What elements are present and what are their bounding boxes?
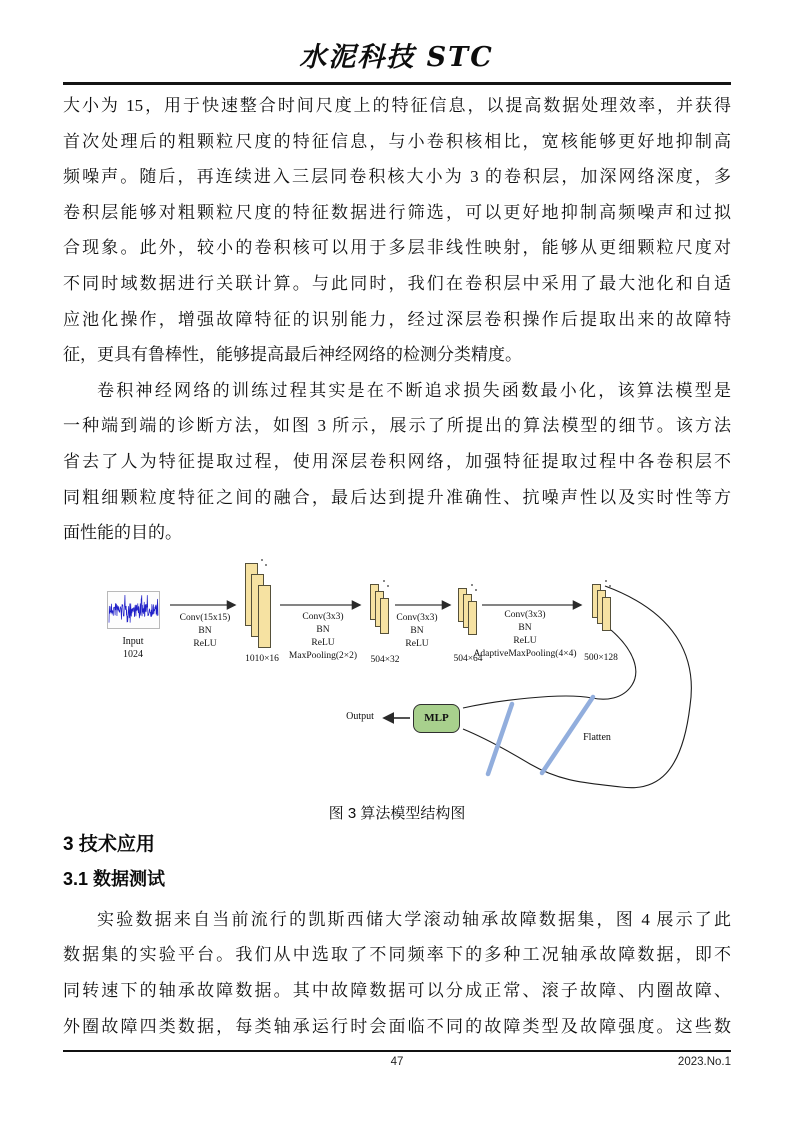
feature-size-label-2: 504×32 <box>370 654 400 665</box>
header-rule <box>63 82 731 85</box>
text-line: Conv(3x3) <box>504 609 546 620</box>
text-line: 省去了人为特征提取过程，使用深层卷积网络，加强特征提取过程中各卷积层不 <box>63 451 731 471</box>
page-footer <box>63 1050 731 1072</box>
section-heading: 3 技术应用 <box>63 833 155 855</box>
text-line: ReLU <box>311 637 335 648</box>
conv1-op-label <box>140 612 270 651</box>
output-label: Output <box>346 710 374 722</box>
text-line: ReLU <box>513 635 537 646</box>
text-line: Conv(3x3) <box>302 611 344 622</box>
text-line: 数据集的实验平台。我们从中选取了不同频率下的多种工况轴承故障数据，即不 <box>63 945 731 965</box>
text-line: 一种端到端的诊断方法，如图 3 所示，展示了所提出的算法模型的细节。该方法 <box>63 416 731 436</box>
text-line: 卷积层能够对粗颗粒尺度的特征数据进行筛选，可以更好地抑制高频噪声和过拟 <box>63 202 731 222</box>
text-line: 外圈故障四类数据，每类轴承运行时会面临不同的故障类型及故障强度。这些数 <box>63 1016 731 1036</box>
text-line: ReLU <box>405 638 429 649</box>
text-line: MaxPooling(2×2) <box>288 650 358 661</box>
text-line: ReLU <box>193 638 217 649</box>
figure-caption: 图 3 算法模型结构图 <box>328 804 466 822</box>
flatten-blue-line-1 <box>488 704 512 774</box>
text-line: 合现象。此外，较小的卷积核可以用于多层非线性映射，能够从更细颗粒尺度对 <box>63 238 731 258</box>
text-line: Conv(3x3) <box>396 612 438 623</box>
figure-algorithm-model <box>75 551 755 803</box>
subsection-heading: 3.1 数据测试 <box>63 868 166 889</box>
text-line: 1024 <box>123 648 143 660</box>
feature-size-label-4: 500×128 <box>584 652 618 663</box>
paragraph-2 <box>63 373 731 551</box>
text-line: 同粗细颗粒度特征之间的融合，最后达到提升准确性、抗噪声性以及实时性等方 <box>63 487 731 507</box>
mlp-block: MLP <box>413 704 460 733</box>
text-line: Conv(15x15) <box>179 612 231 623</box>
text-line: 首次处理后的粗颗粒尺度的特征信息，与小卷积核相比，宽核能够更好地抑制高 <box>63 131 731 151</box>
feature-size-label-3: 504×64 <box>453 653 483 664</box>
text-line: 实验数据来自当前流行的凯斯西储大学滚动轴承故障数据集，图 4 展示了此 <box>97 909 731 929</box>
paragraph-1 <box>63 88 731 373</box>
text-line: 面性能的目的。 <box>63 523 182 543</box>
text-column <box>63 88 731 1044</box>
text-line: 大小为 15，用于快速整合时间尺度上的特征信息，以提高数据处理效率，并获得 <box>63 96 731 115</box>
text-line: 不同时域数据进行关联计算。与此同时，我们在卷积层中采用了最大池化和自适 <box>63 273 731 293</box>
text-line: 征，更具有鲁棒性，能够提高最后神经网络的检测分类精度。 <box>63 345 522 365</box>
figure-connector-lines <box>75 551 755 803</box>
text-line: BN <box>518 622 532 633</box>
text-line: BN <box>198 625 212 636</box>
text-line: 同转速下的轴承故障数据。其中故障数据可以分成正常、滚子故障、内圈故障、 <box>63 980 731 1000</box>
text-line: 频噪声。随后，再连续进入三层同卷积核大小为 3 的卷积层，加深网络深度，多 <box>63 167 731 187</box>
text-line: 卷积神经网络的训练过程其实是在不断追求损失函数最小化，该算法模型是 <box>97 380 731 400</box>
issue-number: 2023.No.1 <box>677 1056 731 1068</box>
journal-title: 水泥科技 STC <box>299 42 494 73</box>
feature-size-label-1: 1010×16 <box>245 653 279 664</box>
flatten-label: Flatten <box>583 731 611 743</box>
text-line: 应池化操作，增强故障特征的识别能力，经过深层卷积操作后提取出来的故障特 <box>63 309 731 329</box>
text-line: Input <box>122 635 144 647</box>
text-line: AdaptiveMaxPooling(4×4) <box>473 648 577 659</box>
paragraph-3 <box>63 902 731 1044</box>
text-line: BN <box>316 624 330 635</box>
page-number: 47 <box>390 1056 404 1068</box>
text-line: BN <box>410 625 424 636</box>
